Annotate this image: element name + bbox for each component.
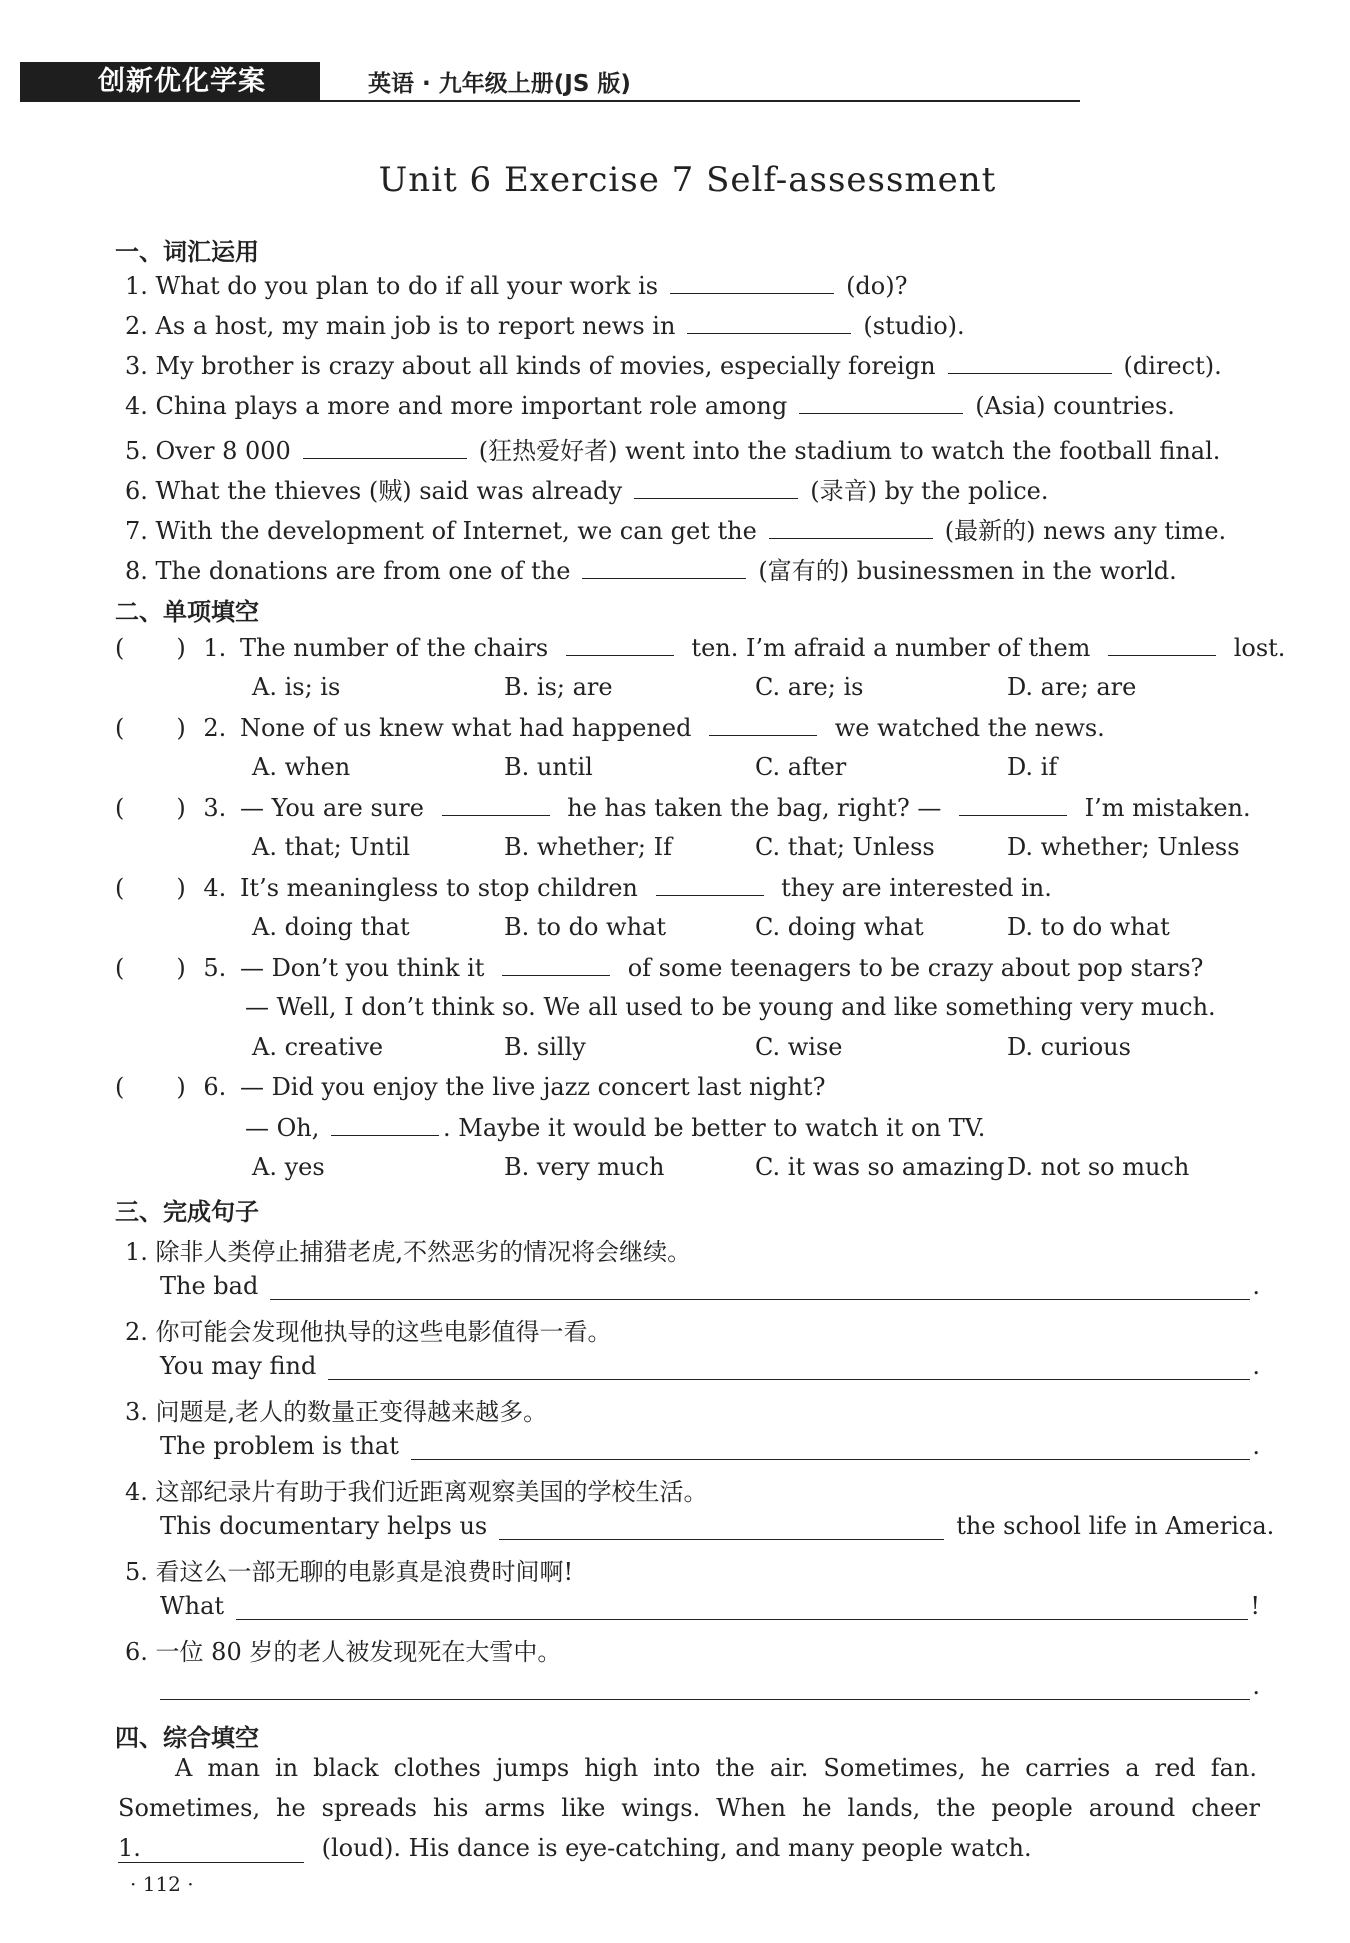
option-a: A. doing that — [252, 913, 410, 941]
translate-prompt-1: 1. 除非人类停止捕猎老虎,不然恶劣的情况将会继续。 — [125, 1238, 692, 1266]
translate-answer-6: . — [160, 1672, 1260, 1700]
book-title: 英语 · 九年级上册(JS 版) — [368, 71, 631, 97]
section1-heading: 一、词汇运用 — [115, 238, 259, 266]
vocab-item-1: 1. What do you plan to do if all your work is (do)? — [125, 272, 908, 300]
page-number: · 112 · — [130, 1872, 194, 1896]
option-d: D. not so much — [1007, 1153, 1190, 1181]
vocab-item-2: 2. As a host, my main job is to report news in (studio). — [125, 312, 965, 340]
translate-answer-2: You may find . — [160, 1352, 1260, 1380]
option-a: A. creative — [252, 1033, 384, 1061]
translate-prompt-2: 2. 你可能会发现他执导的这些电影值得一看。 — [125, 1318, 612, 1346]
option-a: A. that; Until — [252, 833, 411, 861]
option-d: D. to do what — [1007, 913, 1170, 941]
translate-prompt-5: 5. 看这么一部无聊的电影真是浪费时间啊! — [125, 1558, 574, 1586]
option-a: A. when — [252, 753, 351, 781]
translate-prompt-4: 4. 这部纪录片有助于我们近距离观察美国的学校生活。 — [125, 1478, 708, 1506]
option-d: D. if — [1007, 753, 1058, 781]
answer-blank[interactable] — [582, 556, 746, 579]
passage-line-2: Sometimes, he spreads his arms like wings. When he lands, the people around cheer — [118, 1794, 1260, 1822]
option-b: B. silly — [504, 1033, 586, 1061]
answer-line[interactable] — [236, 1597, 1248, 1620]
mc-question-1: ( ) 1. The number of the chairs ten. I’m afraid a number of them lost. — [115, 634, 1286, 662]
option-c: C. doing what — [755, 913, 924, 941]
mc-question-3: ( ) 3. — You are sure he has taken the bag, right? — I’m mistaken. — [115, 794, 1251, 822]
mc-question-5-reply: — Well, I don’t think so. We all used to be young and like something very much. — [245, 993, 1216, 1021]
vocab-item-6: 6. What the thieves (贼) said was already (录音) by the police. — [125, 477, 1049, 505]
translate-answer-3: The problem is that . — [160, 1432, 1260, 1460]
answer-blank[interactable] — [303, 436, 467, 459]
vocab-item-7: 7. With the development of Internet, we can get the (最新的) news any time. — [125, 517, 1227, 545]
answer-blank[interactable] — [687, 311, 851, 334]
mc-question-6: ( ) 6. — Did you enjoy the live jazz concert last night? — [115, 1073, 826, 1101]
option-a: A. yes — [252, 1153, 325, 1181]
mc-question-5: ( ) 5. — Don’t you think it of some teenagers to be crazy about pop stars? — [115, 954, 1204, 982]
translate-answer-5: What ! — [160, 1592, 1260, 1620]
vocab-item-5: 5. Over 8 000 (狂热爱好者) went into the stadium to watch the football final. — [125, 437, 1221, 465]
header-rule — [320, 100, 1080, 102]
section4-heading: 四、综合填空 — [115, 1724, 259, 1752]
answer-blank[interactable] — [799, 391, 963, 414]
answer-line[interactable] — [160, 1677, 1250, 1700]
option-c: C. after — [755, 753, 847, 781]
answer-blank[interactable] — [331, 1113, 439, 1136]
answer-line[interactable] — [499, 1517, 944, 1540]
option-d: D. curious — [1007, 1033, 1131, 1061]
translate-answer-4: This documentary helps us the school life in America. — [160, 1512, 1275, 1540]
mc-question-4: ( ) 4. It’s meaningless to stop children they are interested in. — [115, 874, 1052, 902]
answer-blank[interactable] — [959, 793, 1067, 816]
translate-prompt-6: 6. 一位 80 岁的老人被发现死在大雪中。 — [125, 1638, 562, 1666]
answer-blank[interactable] — [670, 271, 834, 294]
vocab-item-8: 8. The donations are from one of the (富有的) businessmen in the world. — [125, 557, 1177, 585]
answer-blank[interactable] — [709, 713, 817, 736]
option-c: C. wise — [755, 1033, 843, 1061]
option-d: D. are; are — [1007, 673, 1137, 701]
answer-line[interactable] — [411, 1437, 1250, 1460]
section2-heading: 二、单项填空 — [115, 598, 259, 626]
option-a: A. is; is — [252, 673, 341, 701]
answer-blank[interactable] — [502, 953, 610, 976]
option-b: B. until — [504, 753, 593, 781]
brand-logo: 创新优化学案 — [20, 62, 320, 102]
answer-line[interactable] — [270, 1277, 1250, 1300]
option-c: C. that; Unless — [755, 833, 935, 861]
translate-answer-1: The bad . — [160, 1272, 1260, 1300]
answer-blank[interactable] — [566, 633, 674, 656]
option-b: B. to do what — [504, 913, 667, 941]
option-b: B. is; are — [504, 673, 613, 701]
answer-blank[interactable] — [948, 351, 1112, 374]
answer-blank-1[interactable]: 1. — [118, 1834, 304, 1863]
answer-blank[interactable] — [769, 516, 933, 539]
vocab-item-4: 4. China plays a more and more important role among (Asia) countries. — [125, 392, 1175, 420]
option-c: C. are; is — [755, 673, 864, 701]
translate-prompt-3: 3. 问题是,老人的数量正变得越来越多。 — [125, 1398, 548, 1426]
option-b: B. very much — [504, 1153, 665, 1181]
option-d: D. whether; Unless — [1007, 833, 1240, 861]
section3-heading: 三、完成句子 — [115, 1198, 259, 1226]
passage-line-1: A man in black clothes jumps high into the air. Sometimes, he carries a red fan. — [175, 1754, 1257, 1782]
option-b: B. whether; If — [504, 833, 672, 861]
mc-question-2: ( ) 2. None of us knew what had happened we watched the news. — [115, 714, 1105, 742]
answer-blank[interactable] — [634, 476, 798, 499]
answer-line[interactable] — [328, 1357, 1250, 1380]
vocab-item-3: 3. My brother is crazy about all kinds of movies, especially foreign (direct). — [125, 352, 1222, 380]
answer-blank[interactable] — [656, 873, 764, 896]
page-header — [20, 62, 1080, 102]
answer-blank[interactable] — [1108, 633, 1216, 656]
page-title: Unit 6 Exercise 7 Self-assessment — [378, 160, 997, 200]
mc-question-6-reply: — Oh, . Maybe it would be better to watch it on TV. — [245, 1114, 986, 1142]
passage-line-3: 1. (loud). His dance is eye-catching, and many people watch. — [118, 1834, 1032, 1862]
answer-blank[interactable] — [442, 793, 550, 816]
option-c: C. it was so amazing — [755, 1153, 1005, 1181]
